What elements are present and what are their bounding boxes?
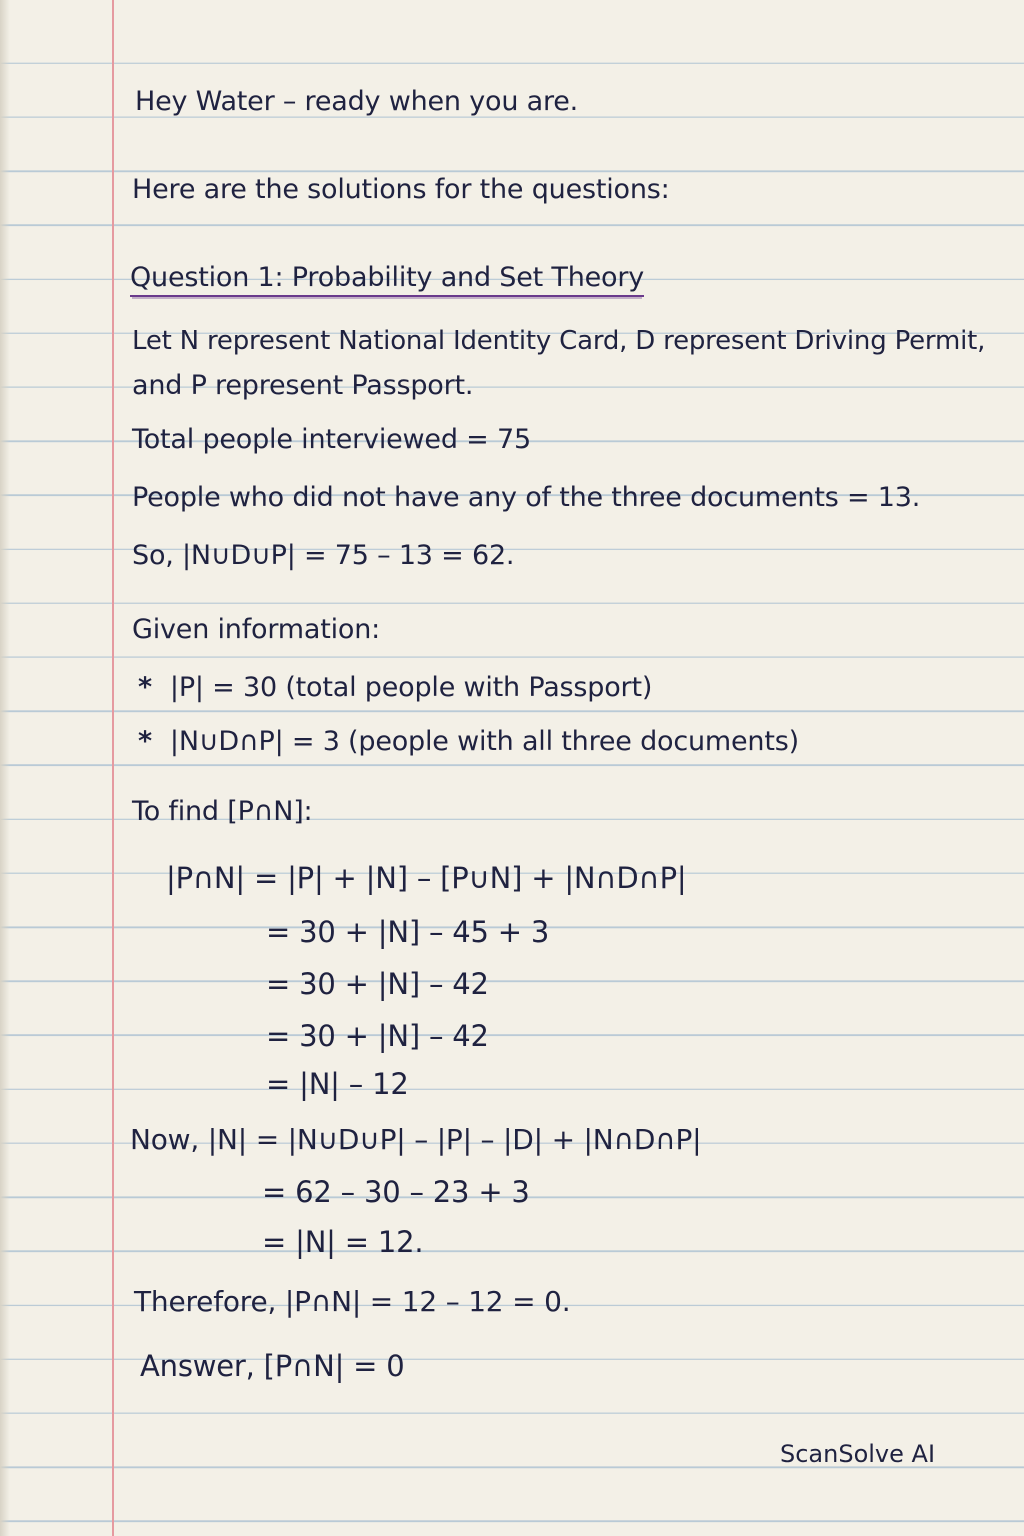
derivation-step-2: = 30 + |N] – 45 + 3 (266, 915, 550, 949)
no-documents-line: People who did not have any of the three documents = 13. (132, 482, 921, 513)
derivation-step-1: |P∩N| = |P| + |N] – [P∪N] + |N∩D∩P| (166, 861, 687, 895)
therefore-line: Therefore, |P∩N| = 12 – 12 = 0. (134, 1285, 571, 1318)
definition-line-2: and P represent Passport. (132, 370, 474, 401)
scansolve-signature: ScanSolve AI (780, 1440, 936, 1468)
now-step-3: = |N| = 12. (262, 1225, 424, 1259)
answer-line: Answer, [P∩N| = 0 (140, 1349, 405, 1383)
bullet-marker: * (138, 726, 152, 757)
question-heading: Question 1: Probability and Set Theory (130, 264, 644, 297)
to-find-line: To find [P∩N]: (132, 796, 313, 827)
union-result-line: So, |N∪D∪P| = 75 – 13 = 62. (132, 540, 515, 571)
derivation-step-3: = 30 + |N] – 42 (266, 967, 489, 1001)
given-item-2 (138, 728, 799, 755)
margin-line (112, 0, 114, 1536)
given-item-2-text: |N∪D∩P| = 3 (people with all three documents) (169, 726, 799, 757)
derivation-step-4: = 30 + |N] – 42 (266, 1019, 489, 1053)
now-step-1: Now, |N| = |N∪D∪P| – |P| – |D| + |N∩D∩P| (130, 1123, 702, 1156)
given-item-1 (138, 674, 652, 701)
definition-line-1: Let N represent National Identity Card, D represent Driving Permit, (132, 326, 986, 356)
greeting-line: Hey Water – ready when you are. (135, 86, 579, 117)
total-people-line: Total people interviewed = 75 (132, 424, 531, 455)
given-item-1-text: |P| = 30 (total people with Passport) (169, 672, 653, 703)
intro-line: Here are the solutions for the questions: (132, 174, 670, 205)
now-step-2: = 62 – 30 – 23 + 3 (262, 1175, 530, 1209)
binding-edge (0, 0, 10, 1536)
derivation-step-5: = |N| – 12 (266, 1067, 409, 1101)
bullet-marker: * (138, 672, 152, 703)
given-heading: Given information: (132, 614, 381, 645)
